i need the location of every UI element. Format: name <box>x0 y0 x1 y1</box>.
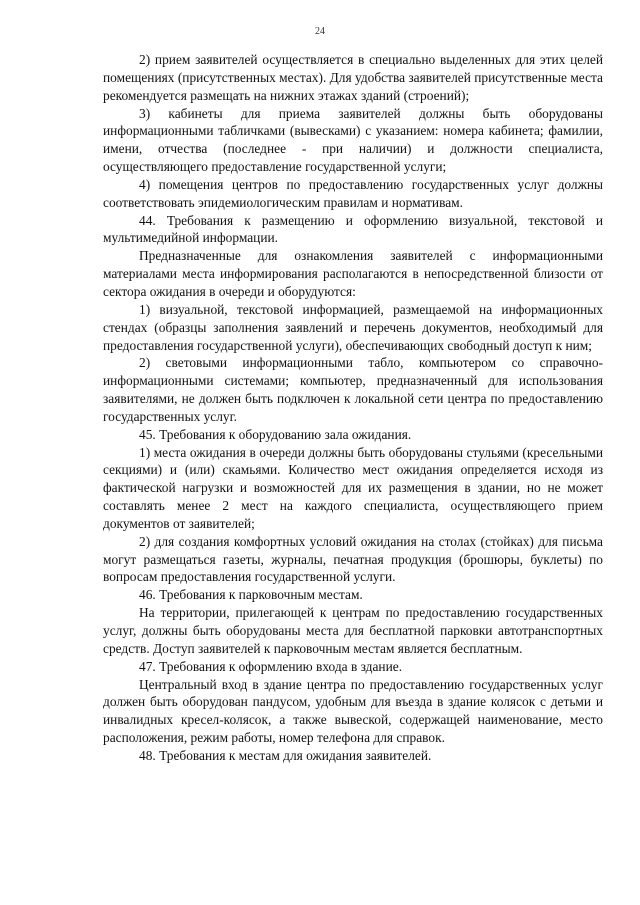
paragraph: 2) прием заявителей осуществляется в специально выделенных для этих целей помещениях (присутственных местах). Для удобства заявителей присутственные места рекомендуется размещать на нижних этажах зданий (строений); <box>103 52 603 103</box>
section-heading: 46. Требования к парковочным местам. <box>139 587 363 603</box>
paragraph: 2) световыми информационными табло, компьютером со справочно-информационными системами; компьютер, предназначенный для использования заявителями, не должен быть подключен к локальной сети центра по предоставлению государственных услуг. <box>103 355 603 424</box>
paragraph: На территории, прилегающей к центрам по предоставлению государственных услуг, должны быть оборудованы места для бесплатной парковки автотранспортных средств. Доступ заявителей к парковочным местам является бесплатным. <box>103 605 603 656</box>
paragraph: 3) кабинеты для приема заявителей должны быть оборудованы информационными табличками (вывесками) с указанием: номера кабинета; фамилии, имени, отчества (последнее - при наличии) и должности специалиста, осуществляющего предоставление государственной услуги; <box>103 105 603 175</box>
paragraph: 1) визуальной, текстовой информацией, размещаемой на информационных стендах (образцы заполнения заявлений и перечень документов, необходимый для предоставления государственной услуги), обеспечивающих свободный доступ к ним; <box>103 301 603 353</box>
page-number: 24 <box>315 26 325 37</box>
document-body <box>103 51 603 765</box>
section-heading: 48. Требования к местам для ожидания заявителей. <box>139 747 432 763</box>
section-heading: 44. Требования к размещению и оформлению визуальной, текстовой и мультимедийной информации. <box>103 212 603 246</box>
section-heading: 47. Требования к оформлению входа в здание. <box>139 658 403 674</box>
paragraph: Предназначенные для ознакомления заявителей с информационными материалами места информирования располагаются в непосредственной близости от сектора ожидания в очереди и оборудуются: <box>103 248 603 299</box>
paragraph: 1) места ожидания в очереди должны быть оборудованы стульями (кресельными секциями) и (или) скамьями. Количество мест ожидания определяется исходя из фактической нагрузки и возможностей для их размещения в здании, но не может составлять менее 2 мест на каждого специалиста, осуществляющего прием документов от заявителей; <box>103 444 603 531</box>
paragraph: 4) помещения центров по предоставлению государственных услуг должны соответствовать эпидемиологическим правилам и нормативам. <box>103 176 603 210</box>
section-heading: 45. Требования к оборудованию зала ожидания. <box>139 426 412 442</box>
paragraph: Центральный вход в здание центра по предоставлению государственных услуг должен быть оборудован пандусом, удобным для въезда в здание колясок с детьми и инвалидных кресел-колясок, а также вывеской, содержащей наименование, место расположения, режим работы, номер телефона для справок. <box>103 676 603 746</box>
paragraph: 2) для создания комфортных условий ожидания на столах (стойках) для письма могут размещаться газеты, журналы, печатная продукция (брошюры, буклеты) по вопросам предоставления государственной услуги. <box>103 533 603 585</box>
